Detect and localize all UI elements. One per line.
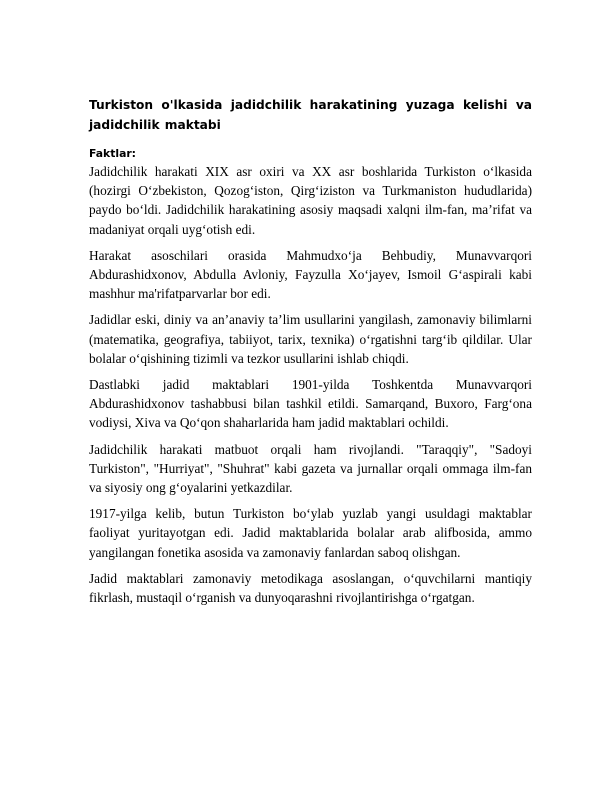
facts-label: Faktlar: xyxy=(89,147,136,160)
paragraph-3: Jadidlar eski, diniy va anʼanaviy taʼlim usullarini yangilash, zamonaviy bilimlarni (matematika, geografiya, tabiiyot, tarix, texnika) oʻrgatishni targʻib qildilar. Ular bolalar oʻqishining tizimli va tezkor usullarini ishlab chiqdi. xyxy=(89,312,532,366)
document-page xyxy=(89,95,532,614)
paragraph-5: Jadidchilik harakati matbuot orqali ham rivojlandi. "Taraqqiy", "Sadoyi Turkiston", "Hurriyat", "Shuhrat" kabi gazeta va jurnallar orqali ommaga ilm-fan va siyosiy ong gʻoyalarini yetkazdilar. xyxy=(89,441,532,496)
paragraph-4: Dastlabki jadid maktablari 1901-yilda Toshkentda Munavvarqori Abdurashidxonov tashabbusi bilan tashkil etildi. Samarqand, Buxoro, Fargʻona vodiysi, Xiva va Qoʻqon shaharlarida ham jadid maktablari ochildi. xyxy=(89,377,532,431)
paragraph-6: 1917-yilga kelib, butun Turkiston boʻylab yuzlab yangi usuldagi maktablar faoliyat yuritayotgan edi. Jadid maktablarida bolalar arab alifbosida, ammo yangilangan fonetika asosida va zamonaviy fanlardan saboq olishgan. xyxy=(89,506,532,560)
document-title: Turkiston o'lkasida jadidchilik harakatining yuzaga kelishi va jadidchilik maktabi xyxy=(89,98,532,132)
paragraph-1: Jadidchilik harakati XIX asr oxiri va XX asr boshlarida Turkiston oʻlkasida (hozirgi Oʻzbekiston, Qozogʻiston, Qirgʻiziston va Turkmaniston hududlarida) paydo boʻldi. Jadidchilik harakatining asosiy maqsadi xalqni ilm-fan, maʼrifat va madaniyat orqali uygʻotish edi. xyxy=(89,164,532,237)
paragraph-2: Harakat asoschilari orasida Mahmudxoʻja Behbudiy, Munavvarqori Abdurashidxonov, Abdulla Avloniy, Fayzulla Xoʻjayev, Ismoil Gʻaspirali kabi mashhur ma'rifatparvarlar bor edi. xyxy=(89,247,532,302)
paragraph-7: Jadid maktablari zamonaviy metodikaga asoslangan, oʻquvchilarni mantiqiy fikrlash, mustaqil oʻrganish va dunyoqarashni rivojlantirishga oʻrgatgan. xyxy=(89,570,532,606)
